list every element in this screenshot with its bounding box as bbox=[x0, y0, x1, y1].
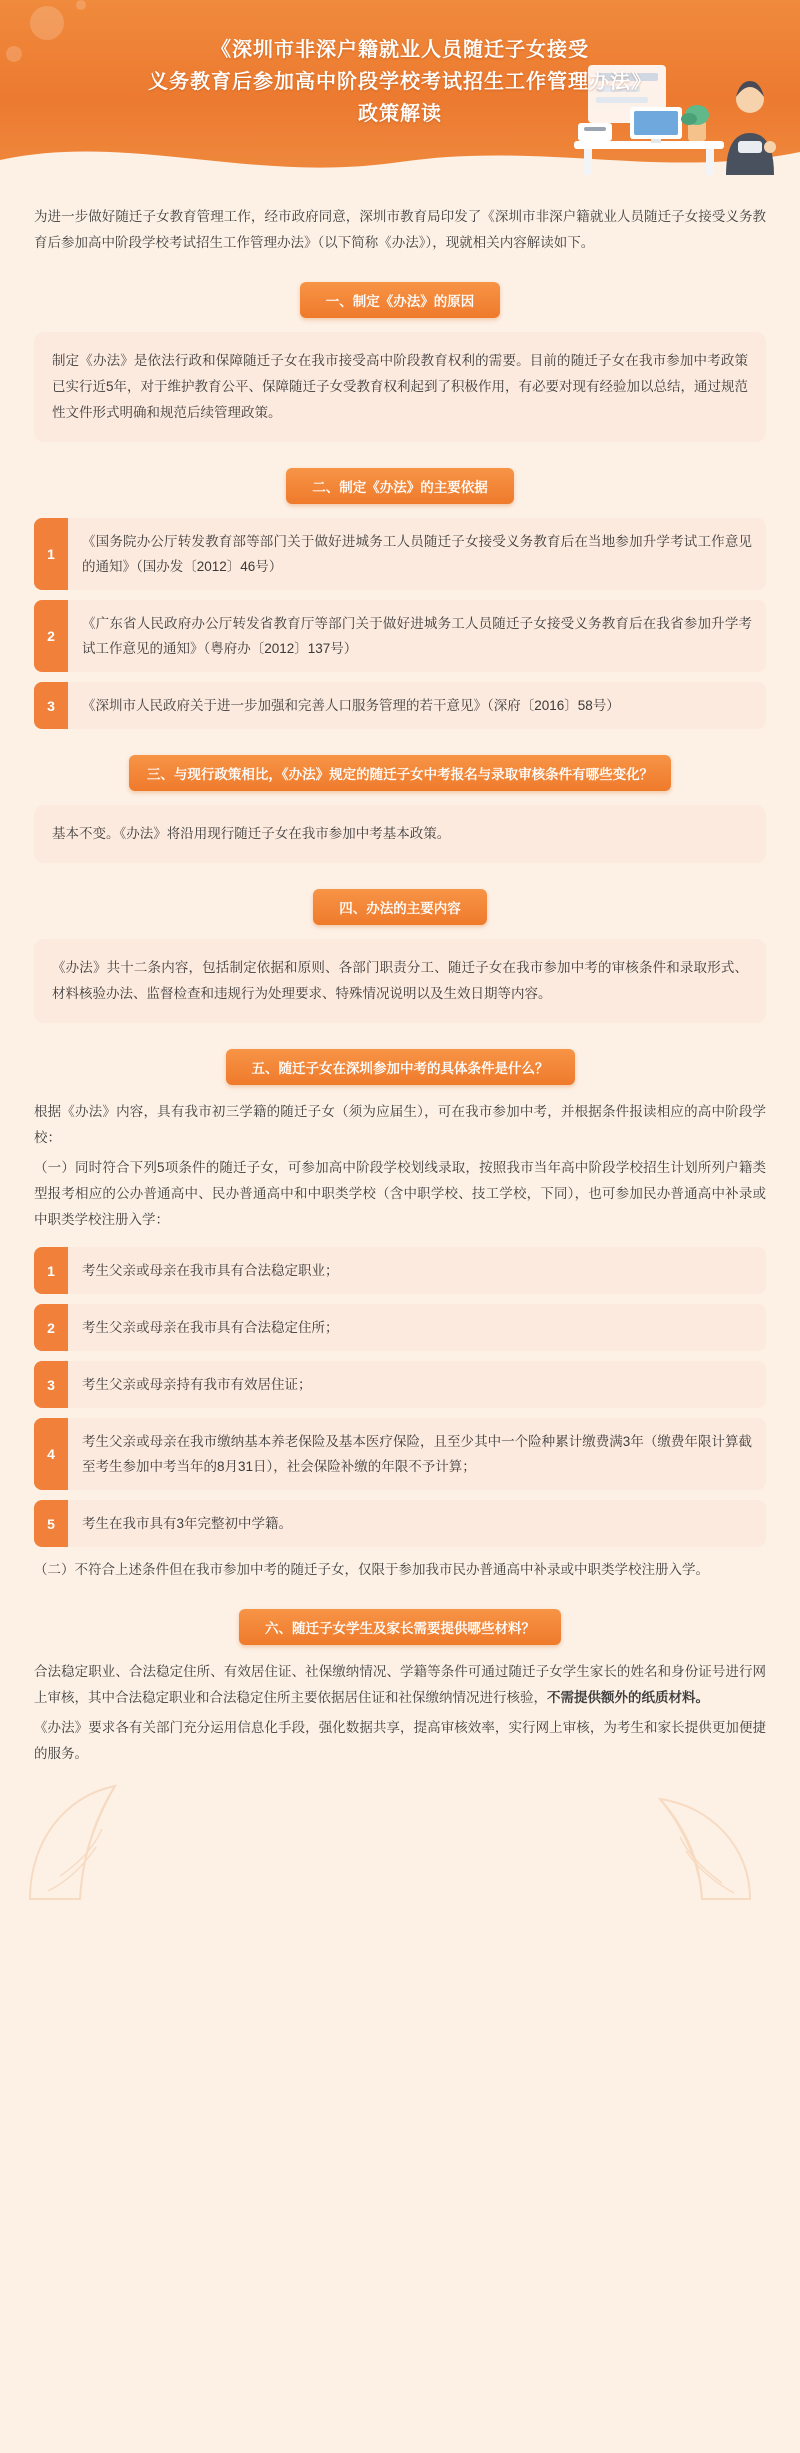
list-item-text: 考生父亲或母亲持有我市有效居住证； bbox=[82, 1377, 312, 1392]
section-5-list bbox=[34, 1247, 766, 1547]
section-1-body: 制定《办法》是依法行政和保障随迁子女在我市接受高中阶段教育权利的需要。目前的随迁子女在我市参加中考政策已实行近5年，对于维护教育公平、保障随迁子女受教育权利起到了积极作用，有必要对现有经验加以总结，通过规范性文件形式明确和规范后续管理政策。 bbox=[52, 353, 749, 420]
list-item-number: 1 bbox=[34, 1247, 68, 1294]
list-item bbox=[34, 518, 766, 590]
list-item bbox=[34, 682, 766, 729]
section-6-text-a: 合法稳定职业、合法稳定住所、有效居住证、社保缴纳情况、学籍等条件可通过随迁子女学生家长的姓名和身份证号进行网上审核，其中合法稳定职业和合法稳定住所主要依据居住证和社保缴纳情况进行核验， bbox=[34, 1664, 766, 1705]
section-2-title: 二、制定《办法》的主要依据 bbox=[286, 468, 514, 504]
list-item bbox=[34, 1500, 766, 1547]
list-item-text: 考生父亲或母亲在我市缴纳基本养老保险及基本医疗保险，且至少其中一个险种累计缴费满3年（缴费年限计算截至考生参加中考当年的8月31日），社会保险补缴的年限不予计算； bbox=[82, 1434, 752, 1474]
list-item-number: 5 bbox=[34, 1500, 68, 1547]
list-item-text: 《广东省人民政府办公厅转发省教育厅等部门关于做好进城务工人员随迁子女接受义务教育后在我省参加升学考试工作意见的通知》（粤府办〔2012〕137号） bbox=[82, 616, 752, 656]
section-6-paragraph-2: 《办法》要求各有关部门充分运用信息化手段，强化数据共享，提高审核效率，实行网上审核，为考生和家长提供更加便捷的服务。 bbox=[34, 1720, 766, 1761]
section-3-title-wrap bbox=[34, 755, 766, 791]
intro-paragraph: 为进一步做好随迁子女教育管理工作，经市政府同意，深圳市教育局印发了《深圳市非深户籍就业人员随迁子女接受义务教育后参加高中阶段学校考试招生工作管理办法》（以下简称《办法》），现就相关内容解读如下。 bbox=[34, 209, 766, 250]
list-item-number: 1 bbox=[34, 518, 68, 590]
list-item bbox=[34, 1418, 766, 1490]
list-item-text: 考生父亲或母亲在我市具有合法稳定住所； bbox=[82, 1320, 339, 1335]
list-item-number: 3 bbox=[34, 1361, 68, 1408]
list-item-number: 2 bbox=[34, 600, 68, 672]
section-6-title: 六、随迁子女学生及家长需要提供哪些材料？ bbox=[239, 1609, 561, 1645]
leaf-icon bbox=[20, 1781, 170, 1901]
list-item bbox=[34, 1361, 766, 1408]
page-title-line1: 《深圳市非深户籍就业人员随迁子女接受 bbox=[211, 39, 589, 61]
list-item-number: 4 bbox=[34, 1418, 68, 1490]
page-footer-decoration bbox=[0, 1781, 800, 1901]
section-1-panel bbox=[34, 332, 766, 442]
list-item bbox=[34, 1247, 766, 1294]
list-item bbox=[34, 1304, 766, 1351]
list-item bbox=[34, 600, 766, 672]
section-6-text-emphasis: 不需提供额外的纸质材料。 bbox=[547, 1690, 709, 1705]
section-4-title-wrap bbox=[34, 889, 766, 925]
list-item-text: 考生在我市具有3年完整初中学籍。 bbox=[82, 1516, 293, 1531]
section-4-title: 四、办法的主要内容 bbox=[313, 889, 487, 925]
section-2-list bbox=[34, 518, 766, 729]
list-item-text: 《深圳市人民政府关于进一步加强和完善人口服务管理的若干意见》（深府〔2016〕58号） bbox=[82, 698, 620, 713]
page-title-line3: 政策解读 bbox=[358, 103, 442, 125]
page-title-line2: 义务教育后参加高中阶段学校考试招生工作管理办法》 bbox=[148, 71, 652, 93]
section-5-paragraph-1: 根据《办法》内容，具有我市初三学籍的随迁子女（须为应届生），可在我市参加中考，并根据条件报读相应的高中阶段学校： bbox=[34, 1104, 766, 1145]
list-item-text: 考生父亲或母亲在我市具有合法稳定职业； bbox=[82, 1263, 339, 1278]
list-item-number: 2 bbox=[34, 1304, 68, 1351]
section-3-body: 基本不变。《办法》将沿用现行随迁子女在我市参加中考基本政策。 bbox=[52, 826, 451, 841]
section-3-panel bbox=[34, 805, 766, 863]
page-content bbox=[0, 180, 800, 1781]
section-3-title: 三、与现行政策相比，《办法》规定的随迁子女中考报名与录取审核条件有哪些变化？ bbox=[129, 755, 671, 791]
section-5-title: 五、随迁子女在深圳参加中考的具体条件是什么？ bbox=[226, 1049, 575, 1085]
section-5-paragraph-3: （二）不符合上述条件但在我市参加中考的随迁子女，仅限于参加我市民办普通高中补录或中职类学校注册入学。 bbox=[34, 1562, 709, 1577]
section-5-paragraph-2: （一）同时符合下列5项条件的随迁子女，可参加高中阶段学校划线录取，按照我市当年高中阶段学校招生计划所列户籍类型报考相应的公办普通高中、民办普通高中和中职类学校（含中职学校、技工学校，下同），也可参加民办普通高中补录或中职类学校注册入学： bbox=[34, 1160, 766, 1227]
list-item-text: 《国务院办公厅转发教育部等部门关于做好进城务工人员随迁子女接受义务教育后在当地参加升学考试工作意见的通知》（国办发〔2012〕46号） bbox=[82, 534, 752, 574]
page-title bbox=[0, 0, 800, 130]
leaf-icon bbox=[590, 1791, 760, 1901]
page-header bbox=[0, 0, 800, 180]
section-4-panel bbox=[34, 939, 766, 1023]
list-item-number: 3 bbox=[34, 682, 68, 729]
section-5-title-wrap bbox=[34, 1049, 766, 1085]
section-1-title-wrap bbox=[34, 282, 766, 318]
section-4-body: 《办法》共十二条内容，包括制定依据和原则、各部门职责分工、随迁子女在我市参加中考的审核条件和录取形式、材料核验办法、监督检查和违规行为处理要求、特殊情况说明以及生效日期等内容。 bbox=[52, 960, 748, 1001]
section-6-paragraph-1 bbox=[34, 1659, 766, 1711]
section-2-title-wrap bbox=[34, 468, 766, 504]
section-6-title-wrap bbox=[34, 1609, 766, 1645]
section-1-title: 一、制定《办法》的原因 bbox=[300, 282, 501, 318]
